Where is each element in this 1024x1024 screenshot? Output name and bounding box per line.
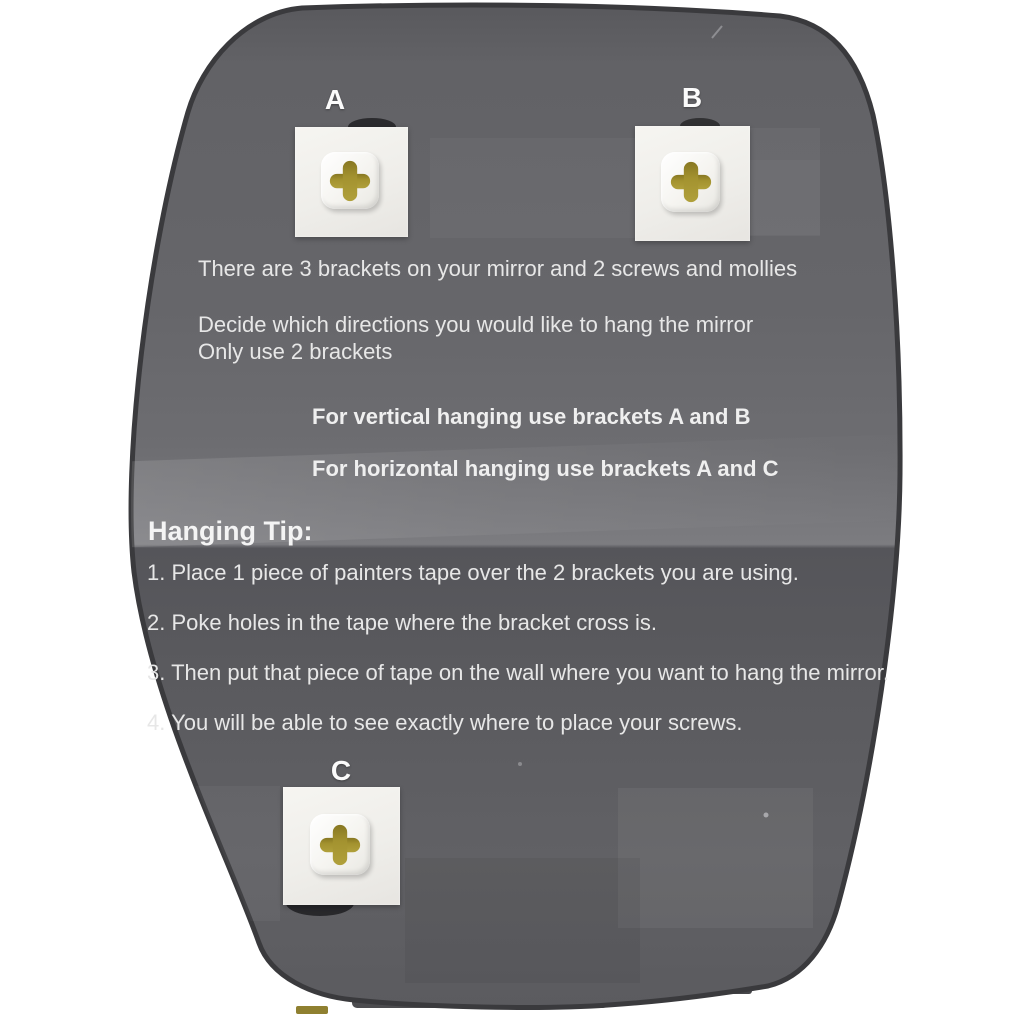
cross-hole-icon bbox=[668, 159, 714, 205]
speck bbox=[764, 813, 769, 818]
cross-hole-icon bbox=[327, 158, 373, 204]
tonal-patch bbox=[180, 786, 280, 921]
bracket-c-label: C bbox=[330, 755, 353, 786]
horizontal-hanging-direction: For horizontal hanging use brackets A and C bbox=[312, 456, 779, 481]
bracket-c-bump bbox=[310, 814, 370, 875]
bracket-b-label: B bbox=[681, 82, 704, 113]
hanging-tip-heading: Hanging Tip: bbox=[148, 516, 313, 546]
hanging-tip-step-4: 4. You will be able to see exactly where to place your screws. bbox=[147, 710, 743, 735]
tonal-patch bbox=[405, 858, 640, 983]
bracket-b bbox=[635, 84, 750, 241]
hanging-tip-step-1: 1. Place 1 piece of painters tape over the 2 brackets you are using. bbox=[147, 560, 799, 585]
bracket-a bbox=[295, 86, 408, 237]
hanging-tip-step-2: 2. Poke holes in the tape where the bracket cross is. bbox=[147, 610, 657, 635]
bracket-c bbox=[283, 757, 400, 905]
tonal-patch bbox=[618, 788, 813, 928]
bracket-b-bump bbox=[661, 152, 720, 212]
vertical-hanging-direction: For vertical hanging use brackets A and B bbox=[312, 404, 751, 429]
speck bbox=[518, 762, 522, 766]
scratch-mark bbox=[258, 970, 268, 988]
intro-line-3: Only use 2 brackets bbox=[198, 339, 393, 364]
tonal-patch bbox=[430, 138, 635, 238]
brass-sliver bbox=[296, 1006, 328, 1014]
bracket-a-label: A bbox=[324, 84, 347, 115]
hanging-tip-step-3: 3. Then put that piece of tape on the wall where you want to hang the mirror. bbox=[147, 660, 889, 685]
intro-line-1: There are 3 brackets on your mirror and 2 screws and mollies bbox=[198, 256, 798, 281]
bracket-a-bump bbox=[321, 152, 379, 209]
bracket-b-plate bbox=[635, 126, 750, 241]
intro-line-2: Decide which directions you would like to hang the mirror bbox=[198, 312, 754, 337]
bracket-c-plate bbox=[283, 787, 400, 905]
cross-hole-icon bbox=[317, 822, 363, 868]
bracket-a-plate bbox=[295, 127, 408, 237]
